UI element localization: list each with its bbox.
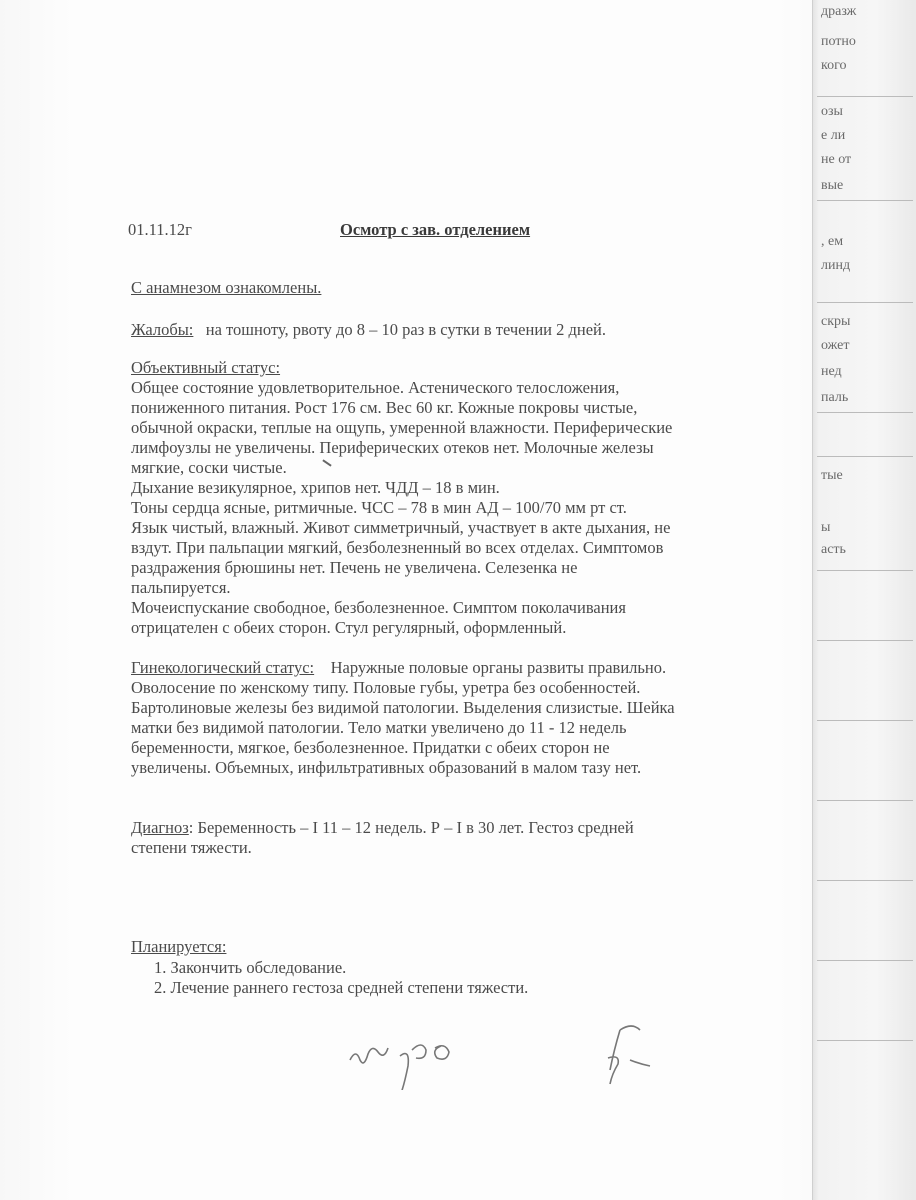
margin-fragment: линд <box>821 258 851 273</box>
gyn-status-first: Наружные половые органы развиты правильно. <box>330 658 667 677</box>
diagnosis <box>131 818 634 838</box>
objective-line: обычной окраски, теплые на ощупь, умеренной влажности. Периферические <box>131 418 673 437</box>
anamnesis-note: С анамнезом ознакомлены. <box>131 278 322 297</box>
margin-fragment: тые <box>821 468 843 483</box>
objective-line: отрицателен с обеих сторон. Стул регулярный, оформленный. <box>131 618 567 637</box>
objective-line: Язык чистый, влажный. Живот симметричный, участвует в акте дыхания, не <box>131 518 671 537</box>
diagnosis-text: : Беременность – I 11 – 12 недель. Р – I в 30 лет. Гестоз средней <box>188 818 634 837</box>
gyn-line: матки без видимой патологии. Тело матки увеличено до 11 - 12 недель <box>131 718 627 737</box>
document-title: Осмотр с зав. отделением <box>340 220 531 239</box>
gyn-line: Оволосение по женскому типу. Половые губы, уретра без особенностей. <box>131 678 641 697</box>
margin-fragment: дразж <box>821 4 857 19</box>
objective-line: пальпируется. <box>131 578 231 597</box>
objective-line: Дыхание везикулярное, хрипов нет. ЧДД – 18 в мин. <box>131 478 500 497</box>
margin-fragment: нед <box>821 364 842 379</box>
gyn-line: Бартолиновые железы без видимой патологии. Выделения слизистые. Шейка <box>131 698 675 717</box>
diagnosis-line: степени тяжести. <box>131 838 252 857</box>
gyn-status <box>131 658 666 678</box>
margin-fragment: асть <box>821 542 846 557</box>
adjacent-pages-edge <box>812 0 916 1200</box>
objective-line: Общее состояние удовлетворительное. Астенического телосложения, <box>131 378 620 397</box>
objective-line: Тоны сердца ясные, ритмичные. ЧСС – 78 в мин АД – 100/70 мм рт ст. <box>131 498 627 517</box>
plan-label: Планируется: <box>131 937 227 956</box>
objective-line: мягкие, соски чистые. <box>131 458 287 477</box>
plan-item: 1. Закончить обследование. <box>154 958 347 977</box>
margin-fragment: не от <box>821 152 852 167</box>
complaints-text: на тошноту, рвоту до 8 – 10 раз в сутки в течении 2 дней. <box>205 320 606 339</box>
plan-item: 2. Лечение раннего гестоза средней степени тяжести. <box>154 978 529 997</box>
objective-line: лимфоузлы не увеличены. Периферических отеков нет. Молочные железы <box>131 438 654 457</box>
complaints <box>131 320 606 340</box>
gyn-line: увеличены. Объемных, инфильтративных образований в малом тазу нет. <box>131 758 642 777</box>
margin-fragment: ожет <box>821 338 850 353</box>
gyn-status-label: Гинекологический статус: <box>131 658 315 677</box>
objective-line: раздражения брюшины нет. Печень не увеличена. Селезенка не <box>131 558 578 577</box>
margin-fragment: скры <box>821 314 851 329</box>
objective-line: вздут. При пальпации мягкий, безболезненный во всех отделах. Симптомов <box>131 538 664 557</box>
diagnosis-label: Диагноз <box>131 818 189 837</box>
margin-fragment: кого <box>821 58 847 73</box>
objective-status-label: Объективный статус: <box>131 358 281 377</box>
document-date: 01.11.12г <box>128 220 192 239</box>
margin-fragment: озы <box>821 104 843 119</box>
margin-fragment: потно <box>821 34 856 49</box>
margin-fragment: ы <box>821 520 831 535</box>
margin-fragment: , ем <box>821 234 844 249</box>
margin-fragment: паль <box>821 390 849 405</box>
handwritten-signature <box>340 1020 700 1090</box>
margin-fragment: вые <box>821 178 844 193</box>
objective-line: пониженного питания. Рост 176 см. Вес 60 кг. Кожные покровы чистые, <box>131 398 638 417</box>
objective-line: Мочеиспускание свободное, безболезненное. Симптом поколачивания <box>131 598 626 617</box>
gyn-line: беременности, мягкое, безболезненное. Придатки с обеих сторон не <box>131 738 610 757</box>
complaints-label: Жалобы: <box>131 320 194 339</box>
margin-fragment: е ли <box>821 128 846 143</box>
